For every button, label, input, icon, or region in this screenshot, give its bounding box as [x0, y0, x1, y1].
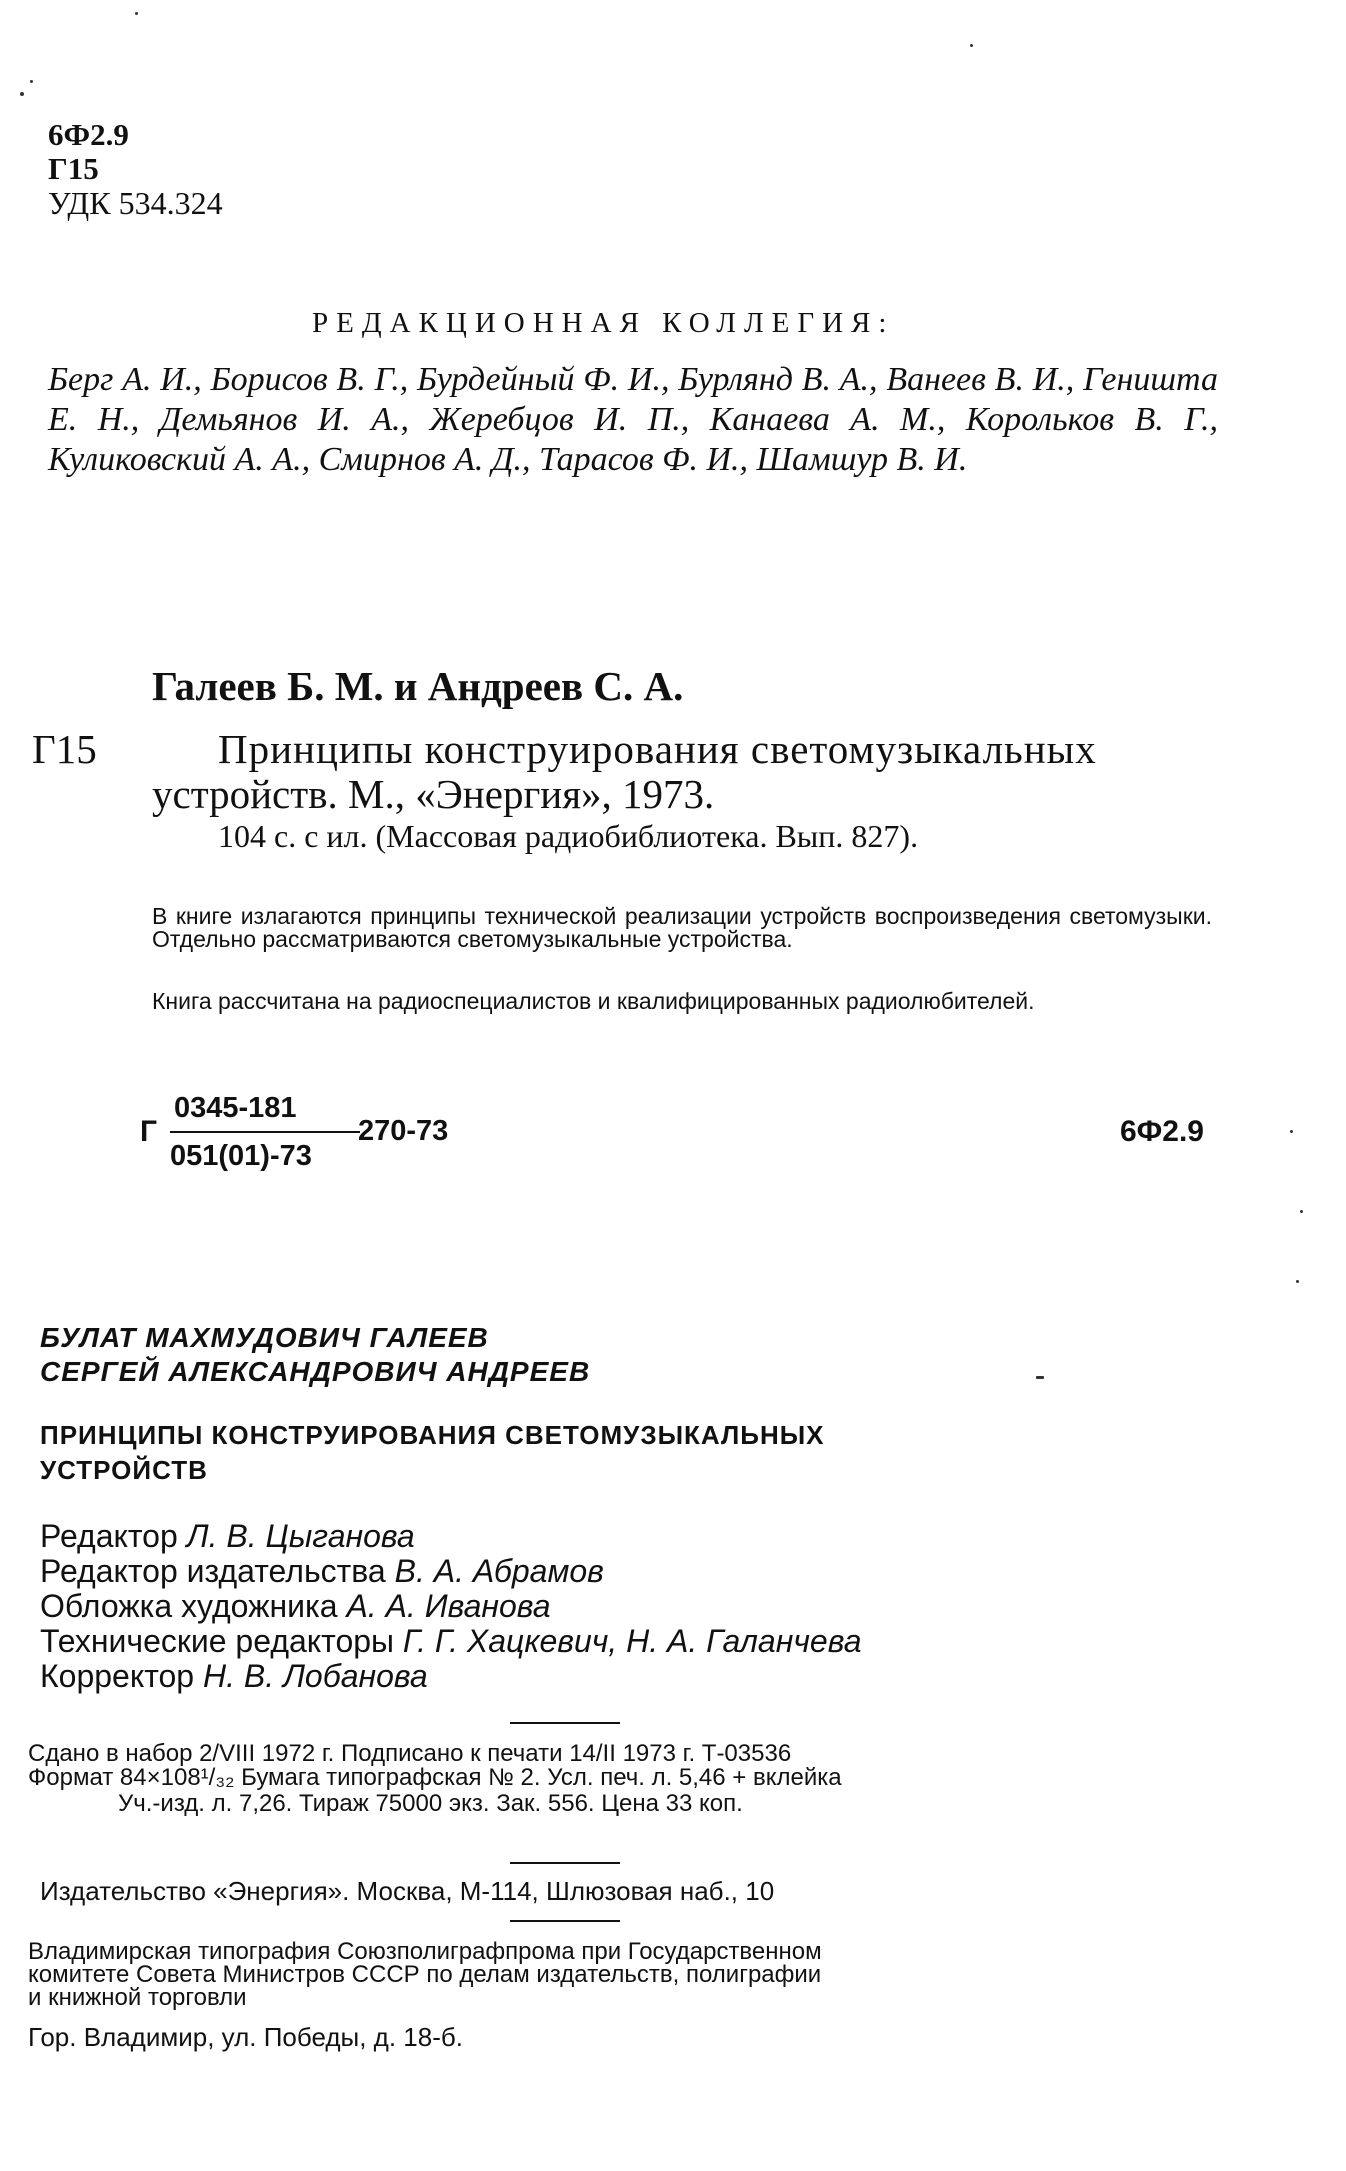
credit-role: Корректор [40, 1658, 195, 1694]
divider-rule [510, 1920, 620, 1922]
credit-cover-artist [40, 1588, 551, 1625]
book-authors: Галеев Б. М. и Андреев С. А. [152, 663, 684, 709]
book-extent: 104 с. с ил. (Массовая радиобиблиотека. Вып. 827). [218, 818, 919, 854]
scan-speck [1290, 1130, 1293, 1133]
credit-proofreader [40, 1658, 428, 1695]
imprint-line-3: Уч.-изд. л. 7,26. Тираж 75000 экз. Зак. 556. Цена 33 коп. [118, 1790, 743, 1817]
credit-name: Л. В. Цыганова [186, 1518, 415, 1554]
printer-address: Гор. Владимир, ул. Победы, д. 18-б. [28, 2022, 463, 2052]
credit-technical-editors [40, 1623, 861, 1660]
imprint-line-2: Формат 84×108¹/₃₂ Бумага типографская № 2. Усл. печ. л. 5,46 + вклейка [28, 1764, 842, 1791]
credit-role: Обложка художника [40, 1588, 338, 1624]
colophon-author-2: СЕРГЕЙ АЛЕКСАНДРОВИЧ АНДРЕЕВ [40, 1356, 591, 1387]
credit-role: Технические редакторы [40, 1623, 395, 1659]
publisher-address: Издательство «Энергия». Москва, М-114, Шлюзовая наб., 10 [40, 1876, 775, 1906]
colophon-title-line-1: ПРИНЦИПЫ КОНСТРУИРОВАНИЯ СВЕТОМУЗЫКАЛЬНЫХ [40, 1420, 825, 1450]
scan-speck [970, 44, 973, 47]
imprint-line-1: Сдано в набор 2/VIII 1972 г. Подписано к печати 14/II 1973 г. Т-03536 [28, 1740, 792, 1767]
index-numerator: 0345-181 [174, 1092, 297, 1124]
scan-speck [1036, 1376, 1044, 1379]
book-title-line-1: Принципы конструирования светомузыкальных [218, 726, 1097, 772]
editorial-board-heading: РЕДАКЦИОННАЯ КОЛЛЕГИЯ: [312, 307, 895, 339]
classification-codes [48, 118, 223, 220]
call-number: Г15 [32, 726, 97, 772]
editorial-board-members: Берг А. И., Борисов В. Г., Бурдейный Ф. И., Бурлянд В. А., Ванеев В. И., Геништа Е. Н., Демьянов И. А., Жеребцов И. П., Канаева А. М., Корольков В. Г., Куликовский А. А., Смирнов А. Д., Тарасов Ф. И., Шамшур В. И. [48, 361, 1218, 478]
divider-rule [510, 1722, 620, 1724]
printer-line-1: Владимирская типография Союзполиграфпрома при Государственном [28, 1938, 822, 1965]
credit-name: А. А. Иванова [346, 1588, 551, 1624]
index-letter: Г [140, 1115, 158, 1148]
scan-speck [30, 80, 33, 83]
credit-name: В. А. Абрамов [394, 1553, 604, 1589]
index-suffix: 270-73 [358, 1115, 449, 1147]
annotation-paragraph-2: Книга рассчитана на радиоспециалистов и квалифицированных радиолюбителей. [152, 988, 1035, 1014]
printer-line-2: комитете Совета Министров СССР по делам издательств, полиграфии [28, 1961, 822, 1988]
index-fraction-line [170, 1131, 360, 1133]
credit-role: Редактор [40, 1518, 178, 1554]
printer-line-3: и книжной торговли [28, 1984, 247, 2011]
author-mark: Г15 [48, 151, 99, 186]
credit-publishing-editor [40, 1553, 604, 1590]
credit-name: Г. Г. Хацкевич, Н. А. Галанчева [402, 1623, 862, 1659]
credit-editor [40, 1518, 415, 1555]
colophon-author-1: БУЛАТ МАХМУДОВИЧ ГАЛЕЕВ [40, 1322, 489, 1353]
index-denominator: 051(01)-73 [170, 1140, 312, 1172]
annotation-paragraph-1: В книге излагаются принципы технической реализации устройств воспроизведения светомузыки. Отдельно рассматриваются светомузыкальные устройства. [152, 903, 1212, 952]
credit-name: Н. В. Лобанова [202, 1658, 428, 1694]
credit-role: Редактор издательства [40, 1553, 386, 1589]
scan-speck [1296, 1280, 1299, 1283]
index-classification: 6Ф2.9 [1120, 1115, 1204, 1148]
book-title-line-2: устройств. М., «Энергия», 1973. [152, 771, 715, 817]
scan-speck [1300, 1210, 1303, 1213]
divider-rule [510, 1862, 620, 1864]
bbk-code: 6Ф2.9 [48, 117, 129, 152]
colophon-title-line-2: УСТРОЙСТВ [40, 1455, 208, 1485]
scan-speck [20, 92, 24, 96]
scan-speck [135, 12, 138, 15]
udk-code: УДК 534.324 [48, 185, 223, 221]
